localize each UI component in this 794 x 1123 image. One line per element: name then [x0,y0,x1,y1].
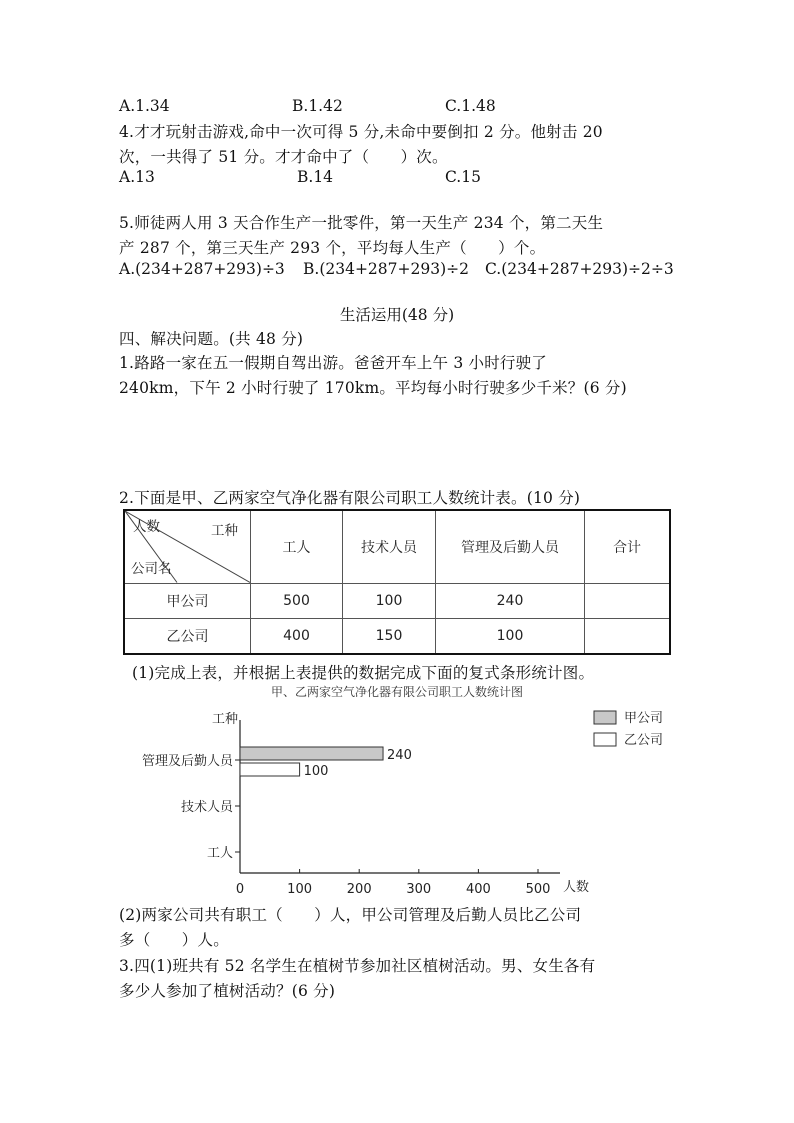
q3-option-a: A.1.34 [119,97,170,115]
legend-swatch [594,711,616,724]
corner-label-job: 工种 [211,523,238,539]
p1-line-2: 240km，下午 2 小时行驶了 170km。平均每小时行驶多少千米？(6 分) [119,379,627,397]
x-tick-label: 500 [525,882,551,897]
p2-title: 2.下面是甲、乙两家空气净化器有限公司职工人数统计表。(10 分) [119,489,581,507]
table-cell: 100 [436,618,585,654]
q4-line-2: 次，一共得了 51 分。才才命中了（ ）次。 [119,148,448,166]
q4-option-a: A.13 [119,168,155,186]
bar-series2 [240,763,300,776]
q5-line-1: 5.师徒两人用 3 天合作生产一批零件，第一天生产 234 个，第二天生 [119,214,604,232]
q3-option-c: C.1.48 [445,97,496,115]
category-label: 管理及后勤人员 [141,754,233,769]
q4-option-c: C.15 [445,168,481,186]
header-management: 管理及后勤人员 [436,510,585,583]
table-cell: 500 [251,583,343,618]
chart-title: 甲、乙两家空气净化器有限公司职工人数统计图 [270,685,524,699]
q3-option-b: B.1.42 [292,97,343,115]
x-tick-label: 200 [346,882,372,897]
bar-value-label: 100 [303,764,329,779]
table-cell: 150 [343,618,436,654]
table-cell: 100 [343,583,436,618]
q5-line-2: 产 287 个，第三天生产 293 个，平均每人生产（ ）个。 [119,239,546,257]
table-cell: 240 [436,583,585,618]
bar-value-label: 240 [387,748,412,763]
corner-label-company: 公司名 [131,560,172,577]
q5-option-c: C.(234+287+293)÷2÷3 [485,260,674,278]
category-label: 工人 [206,846,233,861]
legend-label: 乙公司 [624,733,664,748]
p3-line-1: 3.四(1)班共有 52 名学生在植树节参加社区植树活动。男、女生各有 [119,957,596,975]
x-tick-label: 400 [465,882,491,897]
table-cell: 400 [251,618,343,654]
row-name: 甲公司 [124,583,251,618]
legend-swatch [594,733,616,746]
q4-option-b: B.14 [297,168,334,186]
x-tick-label: 0 [235,882,245,897]
header-technicians: 技术人员 [343,510,436,583]
p1-line-1: 1.路路一家在五一假期自驾出游。爸爸开车上午 3 小时行驶了 [119,354,548,372]
x-axis-label: 人数 [563,880,590,895]
header-workers: 工人 [251,510,343,583]
p2-sub2-line-1: (2)两家公司共有职工（ ）人，甲公司管理及后勤人员比乙公司 [119,906,582,924]
legend-label: 甲公司 [624,711,664,726]
bar-series1 [240,747,383,760]
category-label: 技术人员 [180,800,233,815]
x-tick-label: 100 [287,882,313,897]
section-title: 生活运用(48 分) [339,306,455,324]
q5-option-a: A.(234+287+293)÷3 [119,260,285,278]
y-axis-label: 工种 [211,712,239,727]
q5-option-b: B.(234+287+293)÷2 [303,260,469,278]
part4-title: 四、解决问题。(共 48 分) [119,330,304,348]
p3-line-2: 多少人参加了植树活动？(6 分) [119,982,336,1000]
row-name: 乙公司 [124,618,251,654]
q4-line-1: 4.才才玩射击游戏,命中一次可得 5 分,未命中要倒扣 2 分。他射击 20 [119,123,603,141]
x-tick-label: 300 [406,882,432,897]
header-total: 合计 [585,510,671,583]
p2-sub2-line-2: 多（ ）人。 [119,931,229,949]
p2-sub1: (1)完成上表，并根据上表提供的数据完成下面的复式条形统计图。 [132,664,595,682]
corner-label-count: 人数 [133,519,160,535]
